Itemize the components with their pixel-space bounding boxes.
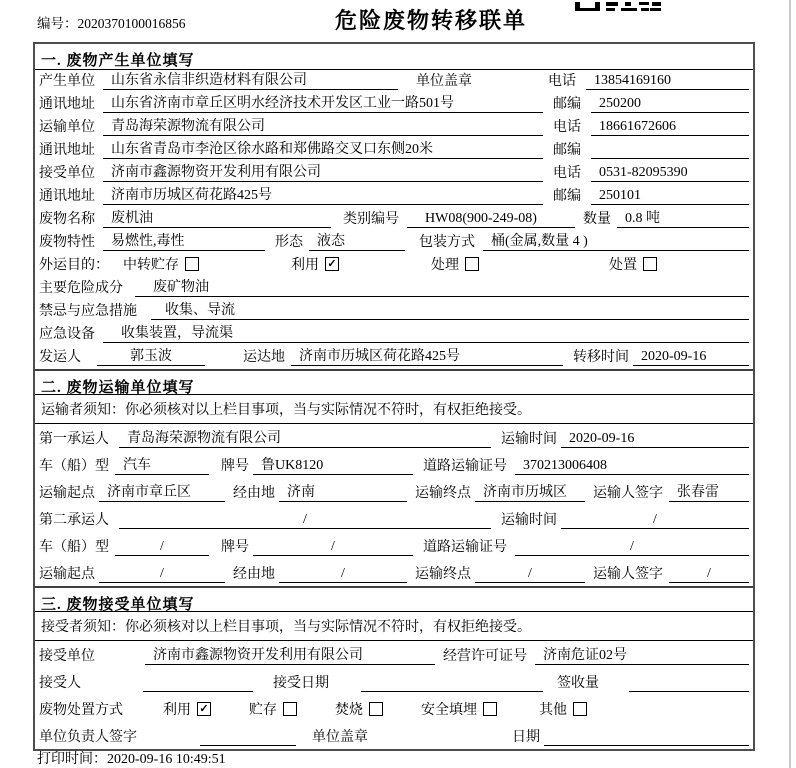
row-waste-name (35, 208, 753, 231)
carrier-sign-2-label: 运输人签字 (593, 567, 663, 582)
row-transport-unit (35, 116, 753, 139)
disposal-method-label: 废物处置方式 (39, 703, 123, 718)
qr-code-fragment-icon (575, 0, 661, 16)
waste-name-value: 废机油 (103, 207, 331, 228)
road-permit-2-label: 道路运输证号 (423, 540, 507, 555)
receiver-unit-value: 济南市鑫源物资开发利用有限公司 (103, 161, 543, 182)
destination-label: 运达地 (243, 350, 285, 365)
row-waste-character (35, 231, 753, 254)
row-vehicle-2 (35, 532, 753, 559)
option-label: 处置 (609, 258, 637, 273)
transport-zip-label: 邮编 (553, 143, 581, 158)
date-value (544, 745, 749, 746)
receiver-phone-value: 0531-82095390 (591, 165, 749, 182)
vehicle-type-2-value: / (115, 539, 209, 556)
quantity-value: 0.8 吨 (617, 207, 749, 228)
transport-unit-label: 运输单位 (39, 120, 95, 135)
first-carrier-label: 第一承运人 (39, 432, 109, 447)
form-title: 危险废物转移联单 (334, 8, 527, 33)
disposal-option-other (539, 699, 587, 719)
acceptor-label: 接受人 (39, 676, 81, 691)
transport-address-label: 通讯地址 (39, 143, 95, 158)
road-permit-2-value: / (515, 539, 749, 556)
second-carrier-value: / (119, 512, 491, 529)
license-number-label: 经营许可证号 (443, 649, 527, 664)
row-vehicle-1 (35, 451, 753, 478)
checkbox-dispose (643, 257, 657, 271)
via-2-value: / (279, 566, 407, 583)
accept-date-value (361, 691, 543, 692)
unit-seal-label: 单位盖章 (416, 74, 472, 89)
receiver-zip-value: 250101 (591, 188, 749, 205)
producer-unit-label: 产生单位 (39, 74, 95, 89)
waste-form-label: 形态 (275, 235, 303, 250)
via-2-label: 经由地 (233, 567, 275, 582)
option-label: 焚烧 (335, 703, 363, 718)
transport-zip-value (591, 158, 749, 159)
category-code-value: HW08(900-249-08) (407, 211, 575, 228)
section-receiver (35, 586, 753, 749)
row-taboo-measures (35, 300, 753, 323)
receiver-address-value: 济南市历城区荷花路425号 (103, 184, 543, 205)
accepting-unit-value: 济南市鑫源物资开发利用有限公司 (145, 644, 435, 665)
second-carrier-label: 第二承运人 (39, 513, 109, 528)
packing-label: 包装方式 (419, 235, 475, 250)
row-route-1 (35, 478, 753, 505)
waste-character-value: 易燃性,毒性 (103, 230, 265, 251)
via-1-value: 济南 (279, 481, 407, 502)
shipper-value: 郭玉波 (97, 345, 205, 366)
transporter-notice: 运输者须知：你必须核对以上栏目事项，当与实际情况不符时，有权拒绝接受。 (35, 395, 753, 424)
destination-value: 济南市历城区荷花路425号 (291, 345, 563, 366)
transport-time-2-value: / (561, 512, 749, 529)
receiver-address-label: 通讯地址 (39, 189, 95, 204)
endpoint-1-value: 济南市历城区 (475, 481, 585, 502)
transport-time-1-label: 运输时间 (501, 432, 557, 447)
emergency-equipment-value: 收集装置，导流渠 (103, 322, 749, 343)
row-transport-address (35, 139, 753, 162)
manifest-form (33, 42, 755, 751)
vehicle-type-1-value: 汽车 (115, 454, 209, 475)
row-main-hazard (35, 277, 753, 300)
receiver-unit-label: 接受单位 (39, 166, 95, 181)
waste-name-label: 废物名称 (39, 212, 95, 227)
main-hazard-label: 主要危险成分 (39, 281, 123, 296)
packing-value: 桶(金属,数量 4 ) (483, 230, 749, 251)
checkbox-disposal-other (573, 702, 587, 716)
transport-time-1-value: 2020-09-16 (561, 431, 749, 448)
date-label: 日期 (512, 730, 540, 745)
road-permit-1-label: 道路运输证号 (423, 459, 507, 474)
option-label: 处理 (431, 258, 459, 273)
row-receiver-unit (35, 162, 753, 185)
received-qty-value (629, 691, 749, 692)
plate-2-value: / (253, 539, 413, 556)
serial-value: 2020370100016856 (77, 16, 186, 31)
road-permit-1-value: 370213006408 (515, 458, 749, 475)
head-signature-value (200, 745, 296, 746)
waste-form-value: 液态 (309, 230, 405, 251)
endpoint-2-label: 运输终点 (415, 567, 471, 582)
print-time-value: 2020-09-16 10:49:51 (107, 752, 226, 767)
row-receiver-address (35, 185, 753, 208)
category-code-label: 类别编号 (343, 212, 399, 227)
section-transporter (35, 369, 753, 586)
checkbox-disposal-incinerate (369, 702, 383, 716)
accepting-unit-label: 接受单位 (39, 649, 95, 664)
option-label: 其他 (539, 703, 567, 718)
section-2-header: 二. 废物运输单位填写 (35, 369, 753, 395)
purpose-label: 外运目的： (39, 258, 109, 273)
plate-2-label: 牌号 (221, 540, 249, 555)
option-label: 安全填埋 (421, 703, 477, 718)
endpoint-1-label: 运输终点 (415, 486, 471, 501)
producer-zip-label: 邮编 (553, 97, 581, 112)
receiver-zip-label: 邮编 (553, 189, 581, 204)
serial-label: 编号： (37, 16, 78, 31)
section-1-header: 一. 废物产生单位填写 (35, 44, 753, 70)
disposal-option-storage (249, 699, 297, 719)
origin-2-value: / (99, 566, 225, 583)
checkbox-utilize-checked: ✓ (325, 257, 339, 271)
received-qty-label: 签收量 (557, 676, 599, 691)
transport-address-value: 山东省青岛市李沧区徐水路和郑佛路交叉口东侧20米 (103, 138, 543, 159)
transport-time-2-label: 运输时间 (501, 513, 557, 528)
carrier-sign-2-value: / (669, 566, 749, 583)
origin-1-value: 济南市章丘区 (99, 481, 225, 502)
shipper-label: 发运人 (39, 350, 81, 365)
transport-phone-value: 18661672606 (591, 119, 749, 136)
checkbox-disposal-storage (283, 702, 297, 716)
producer-phone-label: 电话 (548, 74, 576, 89)
accept-date-label: 接受日期 (273, 676, 329, 691)
vehicle-type-2-label: 车（船）型 (39, 540, 109, 555)
head-signature-label: 单位负责人签字 (39, 730, 137, 745)
origin-2-label: 运输起点 (39, 567, 95, 582)
row-first-carrier (35, 424, 753, 451)
endpoint-2-value: / (475, 566, 585, 583)
row-accepting-unit (35, 641, 753, 668)
via-1-label: 经由地 (233, 486, 275, 501)
producer-phone-value: 13854169160 (586, 73, 749, 90)
disposal-option-incinerate (335, 699, 383, 719)
row-acceptor (35, 668, 753, 695)
plate-1-value: 鲁UK8120 (253, 454, 413, 475)
checkbox-disposal-utilize-checked: ✓ (197, 702, 211, 716)
receiver-phone-label: 电话 (553, 166, 581, 181)
producer-address-label: 通讯地址 (39, 97, 95, 112)
license-number-value: 济南危证02号 (535, 644, 749, 665)
checkbox-transfer-storage (185, 257, 199, 271)
receiver-notice: 接受者须知：你必须核对以上栏目事项，当与实际情况不符时，有权拒绝接受。 (35, 612, 753, 641)
disposal-option-utilize (163, 699, 211, 719)
producer-address-value: 山东省济南市章丘区明水经济技术开发区工业一路501号 (103, 92, 543, 113)
producer-zip-value: 250200 (591, 96, 749, 113)
transfer-time-label: 转移时间 (573, 350, 629, 365)
acceptor-value (143, 691, 253, 692)
row-producer-unit (35, 70, 753, 93)
row-emergency-equipment (35, 323, 753, 346)
row-route-2 (35, 559, 753, 586)
row-outbound-purpose (35, 254, 753, 277)
main-hazard-value: 废矿物油 (135, 276, 749, 297)
purpose-option-utilize (291, 254, 339, 274)
row-second-carrier (35, 505, 753, 532)
vehicle-type-1-label: 车（船）型 (39, 459, 109, 474)
taboo-measures-label: 禁忌与应急措施 (39, 304, 137, 319)
row-disposal-method (35, 695, 753, 722)
option-label: 利用 (163, 703, 191, 718)
row-shipper (35, 346, 753, 369)
checkbox-disposal-landfill (483, 702, 497, 716)
option-label: 利用 (291, 258, 319, 273)
purpose-option-transfer-storage (123, 254, 199, 274)
page-edge-line (789, 0, 791, 768)
carrier-sign-1-label: 运输人签字 (593, 486, 663, 501)
receiver-seal-label: 单位盖章 (312, 730, 368, 745)
waste-character-label: 废物特性 (39, 235, 95, 250)
producer-unit-value: 山东省永信非织造材料有限公司 (103, 69, 398, 90)
carrier-sign-1-value: 张春雷 (669, 481, 749, 502)
option-label: 贮存 (249, 703, 277, 718)
row-producer-address (35, 93, 753, 116)
print-time-label: 打印时间： (37, 752, 107, 767)
row-head-signature (35, 722, 753, 749)
section-producer (35, 44, 753, 369)
plate-1-label: 牌号 (221, 459, 249, 474)
quantity-label: 数量 (583, 212, 611, 227)
purpose-option-treat (431, 254, 479, 274)
checkbox-treat (465, 257, 479, 271)
origin-1-label: 运输起点 (39, 486, 95, 501)
transport-phone-label: 电话 (553, 120, 581, 135)
purpose-option-dispose (609, 254, 657, 274)
first-carrier-value: 青岛海荣源物流有限公司 (119, 427, 491, 448)
option-label: 中转贮存 (123, 258, 179, 273)
taboo-measures-value: 收集、导流 (151, 299, 749, 320)
transfer-time-value: 2020-09-16 (633, 349, 749, 366)
disposal-option-landfill (421, 699, 497, 719)
emergency-equipment-label: 应急设备 (39, 327, 95, 342)
transport-unit-value: 青岛海荣源物流有限公司 (103, 115, 543, 136)
section-3-header: 三. 废物接受单位填写 (35, 586, 753, 612)
print-time (37, 748, 226, 768)
